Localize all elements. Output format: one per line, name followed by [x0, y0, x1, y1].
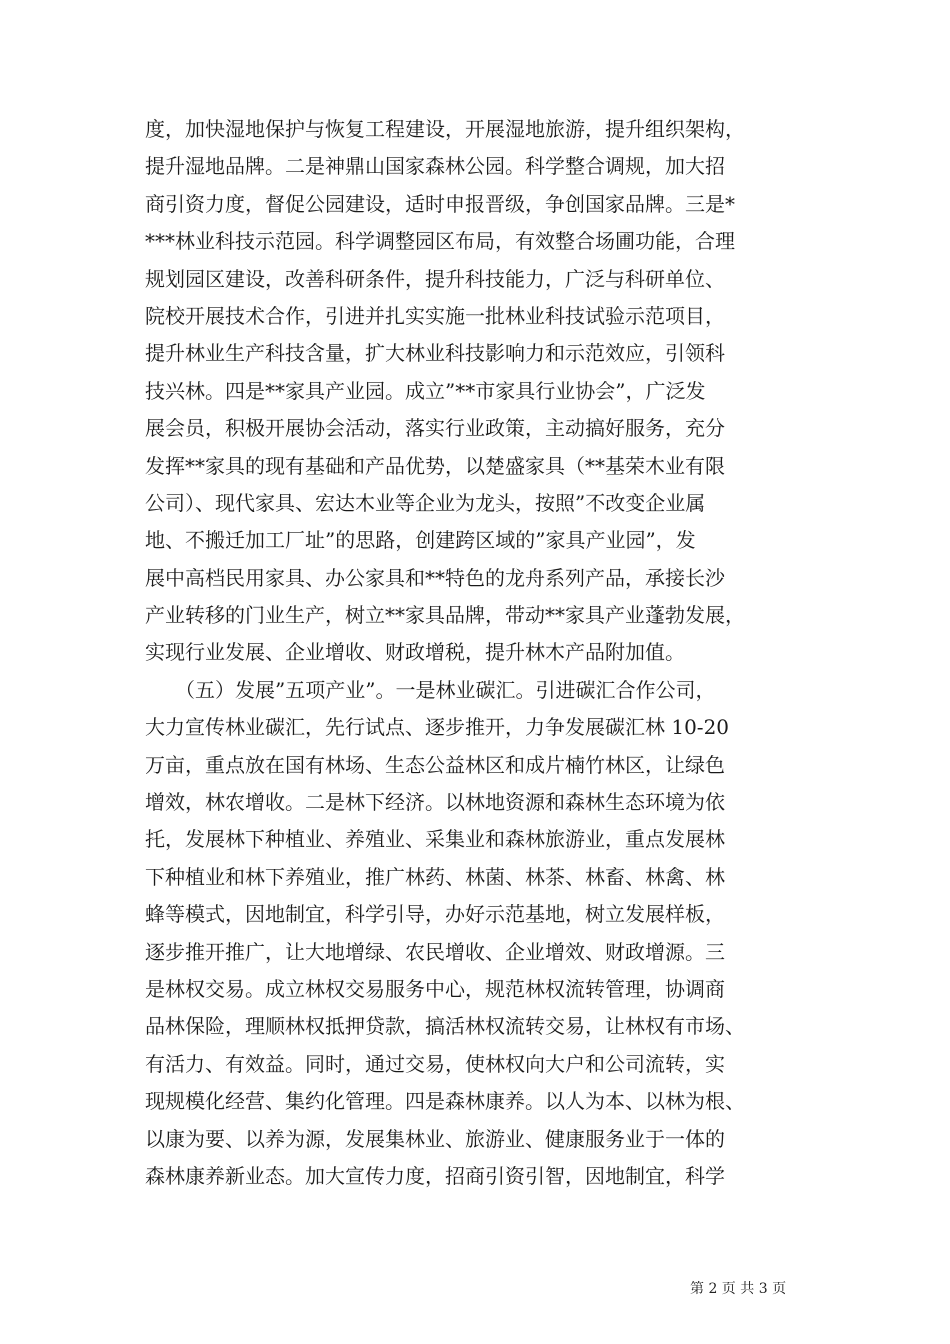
text-line: 产业转移的门业生产，树立**家具品牌，带动**家具产业蓬勃发展，	[145, 603, 745, 628]
text-line: 技兴林。四是**家具产业园。成立”**市家具行业协会”，广泛发	[145, 378, 706, 403]
text-line: （五）发展”五项产业”。一是林业碳汇。引进碳汇合作公司，	[145, 677, 716, 702]
text-line: 逐步推开推广，让大地增绿、农民增收、企业增效、财政增源。三	[145, 939, 725, 964]
text-line: 展中高档民用家具、办公家具和**特色的龙舟系列产品，承接长沙	[145, 565, 725, 590]
text-line: 增效，林农增收。二是林下经济。以林地资源和森林生态环境为依	[145, 790, 725, 815]
text-line: 蜂等模式，因地制宜，科学引导，办好示范基地，树立发展样板，	[145, 902, 725, 927]
text-line: 品林保险，理顺林权抵押贷款，搞活林权流转交易，让林权有市场、	[145, 1014, 745, 1039]
body-text	[145, 111, 805, 1195]
text-line: 公司）、现代家具、宏达木业等企业为龙头，按照”不改变企业属	[145, 490, 706, 515]
text-line: 实现行业发展、企业增收、财政增税，提升林木产品附加值。	[145, 640, 685, 665]
text-line: 下种植业和林下养殖业，推广林药、林菌、林茶、林畜、林禽、林	[145, 864, 725, 889]
text-line: 托，发展林下种植业、养殖业、采集业和森林旅游业，重点发展林	[145, 827, 725, 852]
text-line: 规划园区建设，改善科研条件，提升科技能力，广泛与科研单位、	[145, 266, 725, 291]
text-line: 度，加快湿地保护与恢复工程建设，开展湿地旅游，提升组织架构，	[145, 117, 745, 141]
page-number: 第 2 页 共 3 页	[690, 1281, 787, 1297]
text-line: 提升湿地品牌。二是神鼎山国家森林公园。科学整合调规，加大招	[145, 154, 725, 179]
text-line: 森林康养新业态。加大宣传力度，招商引资引智，因地制宜，科学	[145, 1163, 725, 1188]
text-line: 院校开展技术合作，引进并扎实实施一批林业科技试验示范项目，	[145, 303, 725, 328]
text-line: 商引资力度，督促公园建设，适时申报晋级，争创国家品牌。三是*	[145, 191, 735, 216]
text-line: ***林业科技示范园。科学调整园区布局，有效整合场圃功能，合理	[145, 229, 735, 254]
text-line: 有活力、有效益。同时，通过交易，使林权向大户和公司流转，实	[145, 1051, 725, 1076]
text-line: 以康为要、以养为源，发展集林业、旅游业、健康服务业于一体的	[145, 1126, 725, 1151]
text-line: 提升林业生产科技含量，扩大林业科技影响力和示范效应，引领科	[145, 341, 725, 366]
text-line: 是林权交易。成立林权交易服务中心，规范林权流转管理，协调商	[145, 976, 725, 1001]
text-line: 现规模化经营、集约化管理。四是森林康养。以人为本、以林为根、	[145, 1089, 745, 1114]
text-line: 万亩，重点放在国有林场、生态公益林区和成片楠竹林区，让绿色	[145, 752, 725, 777]
text-line: 展会员，积极开展协会活动，落实行业政策，主动搞好服务，充分	[145, 416, 725, 441]
text-line: 发挥**家具的现有基础和产品优势，以楚盛家具（**基荣木业有限	[145, 453, 725, 478]
text-line: 地、不搬迁加工厂址”的思路，创建跨区域的”家具产业园”，发	[145, 528, 696, 553]
text-line: 大力宣传林业碳汇，先行试点、逐步推开，力争发展碳汇林 10-20	[145, 715, 730, 740]
